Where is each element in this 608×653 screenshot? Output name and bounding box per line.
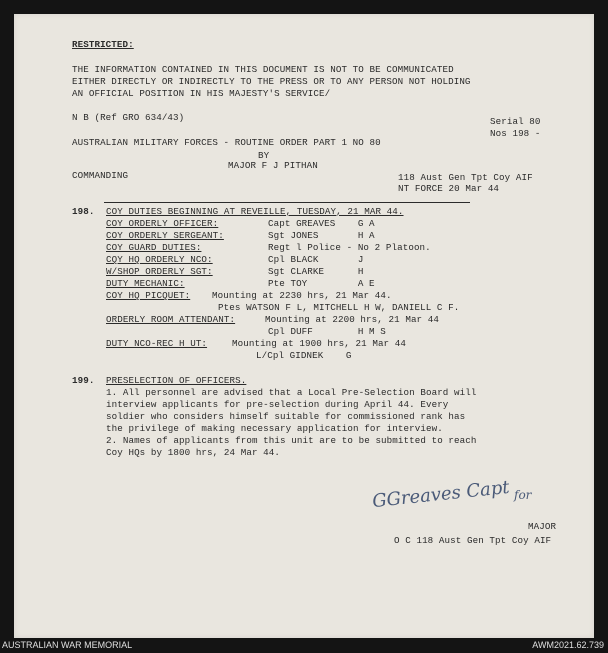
unit-name: 118 Aust Gen Tpt Coy AIF <box>398 172 533 183</box>
by-label: BY <box>258 150 270 161</box>
duty-value: Mounting at 2230 hrs, 21 Mar 44. <box>212 290 392 301</box>
footer-source: AUSTRALIAN WAR MEMORIAL <box>2 640 133 650</box>
duty-label: COY ORDERLY OFFICER: <box>106 218 219 229</box>
duty-label: COY ORDERLY SERGEANT: <box>106 230 224 241</box>
footer-accession: AWM2021.62.739 <box>532 640 604 650</box>
item-199-heading: PRESELECTION OF OFFICERS. <box>106 375 247 386</box>
duty-label: DUTY MECHANIC: <box>106 278 185 289</box>
handwritten-signature: GGreaves Capt <box>371 476 511 513</box>
reference: N B (Ref GRO 634/43) <box>72 112 185 123</box>
body-line: 2. Names of applicants from this unit are to be submitted to reach <box>106 435 477 446</box>
signature-rank: MAJOR <box>528 521 557 532</box>
duty-label: COY HQ PICQUET: <box>106 290 191 301</box>
orderly-room-value: Mounting at 2200 hrs, 21 Mar 44 <box>265 314 440 325</box>
duty-value: Capt GREAVES G A <box>268 218 375 229</box>
classification-label: RESTRICTED: <box>72 39 134 50</box>
order-numbers: Nos 198 - <box>490 128 541 139</box>
body-line: the privilege of making necessary application for interview. <box>106 423 443 434</box>
warning-line-2: EITHER DIRECTLY OR INDIRECTLY TO THE PRESS OR TO ANY PERSON NOT HOLDING <box>72 76 471 87</box>
commanding-label: COMMANDING <box>72 170 129 181</box>
signature-for: for <box>514 488 532 502</box>
duty-nco-name: L/Cpl GIDNEK G <box>256 350 352 361</box>
duty-value: Sgt JONES H A <box>268 230 375 241</box>
duty-label: W/SHOP ORDERLY SGT: <box>106 266 213 277</box>
strike-bar <box>104 202 470 203</box>
duty-value: Cpl BLACK J <box>268 254 364 265</box>
serial-number: Serial 80 <box>490 116 541 127</box>
item-199-number: 199. <box>72 375 95 386</box>
duty-value: Regt l Police - No 2 Platoon. <box>268 242 431 253</box>
item-198-number: 198. <box>72 206 95 217</box>
duty-label: CQY HQ ORDERLY NCO: <box>106 254 213 265</box>
picquet-names: Ptes WATSON F L, MITCHELL H W, DANIELL C F. <box>218 302 460 313</box>
duty-nco-label: DUTY NCO-REC H UT: <box>106 338 208 349</box>
duty-value: Pte TOY A E <box>268 278 375 289</box>
body-line: Coy HQs by 1800 hrs, 24 Mar 44. <box>106 447 281 458</box>
orderly-room-name: Cpl DUFF H M S <box>268 326 386 337</box>
warning-line-1: THE INFORMATION CONTAINED IN THIS DOCUMENT IS NOT TO BE COMMUNICATED <box>72 64 454 75</box>
signature-block: O C 118 Aust Gen Tpt Coy AIF <box>394 535 552 546</box>
body-line: interview applicants for pre-selection during April 44. Every <box>106 399 449 410</box>
body-line: 1. All personnel are advised that a Local Pre-Selection Board will <box>106 387 477 398</box>
duty-label: COY GUARD DUTIES: <box>106 242 202 253</box>
issuing-officer: MAJOR F J PITHAN <box>228 160 318 171</box>
place-date: NT FORCE 20 Mar 44 <box>398 183 500 194</box>
body-line: soldier who considers himself suitable for commissioned rank has <box>106 411 466 422</box>
item-198-heading: COY DUTIES BEGINNING AT REVEILLE, TUESDAY, 21 MAR 44. <box>106 206 404 217</box>
order-title: AUSTRALIAN MILITARY FORCES - ROUTINE ORDER PART 1 NO 80 <box>72 137 381 148</box>
duty-value: Sgt CLARKE H <box>268 266 364 277</box>
orderly-room-label: ORDERLY ROOM ATTENDANT: <box>106 314 236 325</box>
warning-line-3: AN OFFICIAL POSITION IN HIS MAJESTY'S SERVICE/ <box>72 88 331 99</box>
duty-nco-value: Mounting at 1900 hrs, 21 Mar 44 <box>232 338 407 349</box>
